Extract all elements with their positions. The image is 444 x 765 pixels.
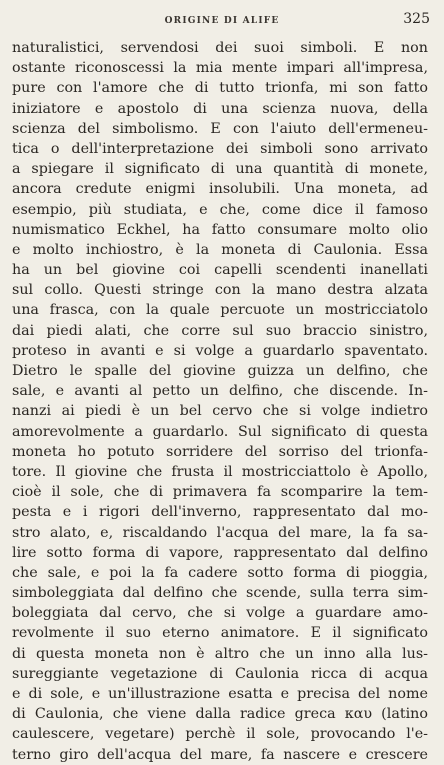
text-line: iniziatore e apostolo di una scienza nuova, della: [12, 100, 428, 117]
running-title: ORIGINE DI ALIFE: [164, 16, 280, 26]
text-line: nanzi ai piedi è un bel cervo che si volge indietro: [12, 403, 428, 420]
text-line: moneta ho potuto sorridere del sorriso del trionfa-: [12, 443, 428, 460]
text-line: cioè il sole, che di primavera fa scomparire la tem-: [12, 484, 428, 501]
text-line: naturalistici, servendosi dei suoi simboli. E non: [12, 40, 428, 56]
running-head: [0, 10, 444, 34]
text-line: ancora credute enigmi insolubili. Una moneta, ad: [12, 181, 428, 198]
text-line: di questa moneta non è altro che un inno alla lus-: [12, 645, 428, 662]
text-line: una frasca, con la quale percuote un mostricciatolo: [12, 302, 428, 319]
text-line: a spiegare il significato di una quantità di monete,: [12, 161, 428, 178]
text-line: proteso in avanti e si volge a guardarlo spaventato.: [12, 342, 428, 359]
text-line: ha un bel giovine coi capelli scendenti inanellati: [12, 262, 428, 279]
text-line: terno giro dell'acqua del mare, fa nascere e crescere: [12, 746, 428, 763]
text-line: scienza del simbolismo. E con l'aiuto dell'ermeneu-: [12, 120, 428, 137]
text-line: di Caulonia, che viene dalla radice greca καυ (latino: [12, 706, 428, 723]
text-line: amorevolmente a guardarlo. Sul significato di questa: [12, 423, 428, 440]
text-line: che sale, e poi la fa cadere sotto forma di pioggia,: [12, 564, 428, 581]
text-line: caulescere, vegetare) perchè il sole, provocando l'e-: [12, 726, 428, 743]
text-line: simboleggiata dal delfino che scende, sulla terra sim-: [12, 585, 428, 602]
text-line: numismatico Eckhel, ha fatto consumare molto olio: [12, 221, 428, 238]
text-line: sureggiante vegetazione di Caulonia ricca di acqua: [12, 665, 428, 682]
text-line: revolmente il suo eterno animatore. E il significato: [12, 625, 428, 642]
text-line: pure con l'amore che di tutto trionfa, mi son fatto: [12, 80, 428, 97]
text-line: lire sotto forma di vapore, rappresentato dal delfino: [12, 544, 428, 561]
text-line: e di sole, e un'illustrazione esatta e precisa del nome: [12, 686, 428, 702]
text-line: e molto inchiostro, è la moneta di Caulonia. Essa: [12, 241, 428, 258]
text-line: pesta e i rigori dell'inverno, rappresentato dal mo-: [12, 504, 428, 521]
text-line: boleggiata dal cervo, che si volge a guardare amo-: [12, 605, 428, 622]
text-line: tore. Il giovine che frusta il mostricciattolo è Apollo,: [12, 463, 428, 480]
text-line: tica o dell'interpretazione dei simboli sono arrivato: [12, 140, 428, 157]
body-text: [12, 38, 428, 765]
text-line: sale, e avanti al petto un delfino, che discende. In-: [12, 383, 428, 400]
text-line: esempio, più studiata, e che, come dice il famoso: [12, 201, 428, 218]
text-line: stro alato, e, riscaldando l'acqua del mare, la fa sa-: [12, 524, 428, 541]
text-line: Dietro le spalle del giovine guizza un delfino, che: [12, 363, 428, 379]
text-line: dai piedi alati, che corre sul suo braccio sinistro,: [12, 322, 428, 339]
page-number: 325: [403, 11, 430, 27]
text-line: ostante riconoscessi la mia mente impari all'impresa,: [12, 60, 428, 77]
text-line: sul collo. Questi stringe con la mano destra alzata: [12, 282, 428, 299]
